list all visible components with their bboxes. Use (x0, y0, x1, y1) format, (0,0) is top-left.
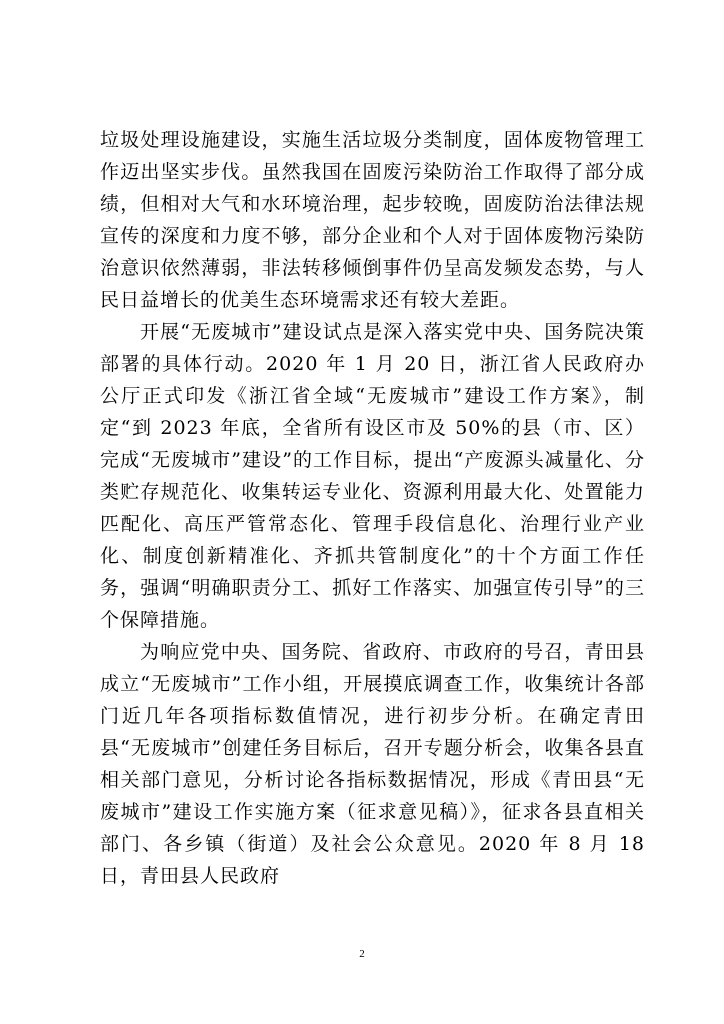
paragraph-qingtian-response: 为响应党中央、国务院、省政府、市政府的号召，青田县成立“无废城市”工作小组，开展摸底调查工作，收集统计各部门近几年各项指标数值情况，进行初步分析。在确定青田县“无废城市”创建任务目标后，召开专题分析会，收集各县直相关部门意见，分析讨论各指标数据情况，形成《青田县“无废城市”建设工作实施方案（征求意见稿）》，征求各县直相关部门、各乡镇（街道）及社会公众意见。2020 年 8 月 18 日，青田县人民政府 (100, 641, 645, 887)
paragraph-continued: 垃圾处理设施建设，实施生活垃圾分类制度，固体废物管理工作迈出坚实步伐。虽然我国在固废污染防治工作取得了部分成绩，但相对大气和水环境治理，起步较晚，固废防治法律法规宣传的深度和力度不够，部分企业和个人对于固体废物污染防治意识依然薄弱，非法转移倾倒事件仍呈高发频发态势，与人民日益增长的优美生态环境需求还有较大差距。 (100, 129, 645, 311)
body-text (100, 124, 645, 892)
page-number: 2 (359, 948, 365, 960)
paragraph-wufei-pilot: 开展“无废城市”建设试点是深入落实党中央、国务院决策部署的具体行动。2020 年 1 月 20 日，浙江省人民政府办公厅正式印发《浙江省全域“无废城市”建设工作方案》，制定“到 2023 年底，全省所有设区市及 50%的县（市、区）完成“无废城市”建设”的工作目标，提出“产废源头减量化、分类贮存规范化、收集转运专业化、资源利用最大化、处置能力匹配化、高压严管常态化、管理手段信息化、治理行业产业化、制度创新精准化、齐抓共管制度化”的十个方面工作任务，强调“明确职责分工、抓好工作落实、加强宣传引导”的三个保障措施。 (100, 321, 645, 631)
